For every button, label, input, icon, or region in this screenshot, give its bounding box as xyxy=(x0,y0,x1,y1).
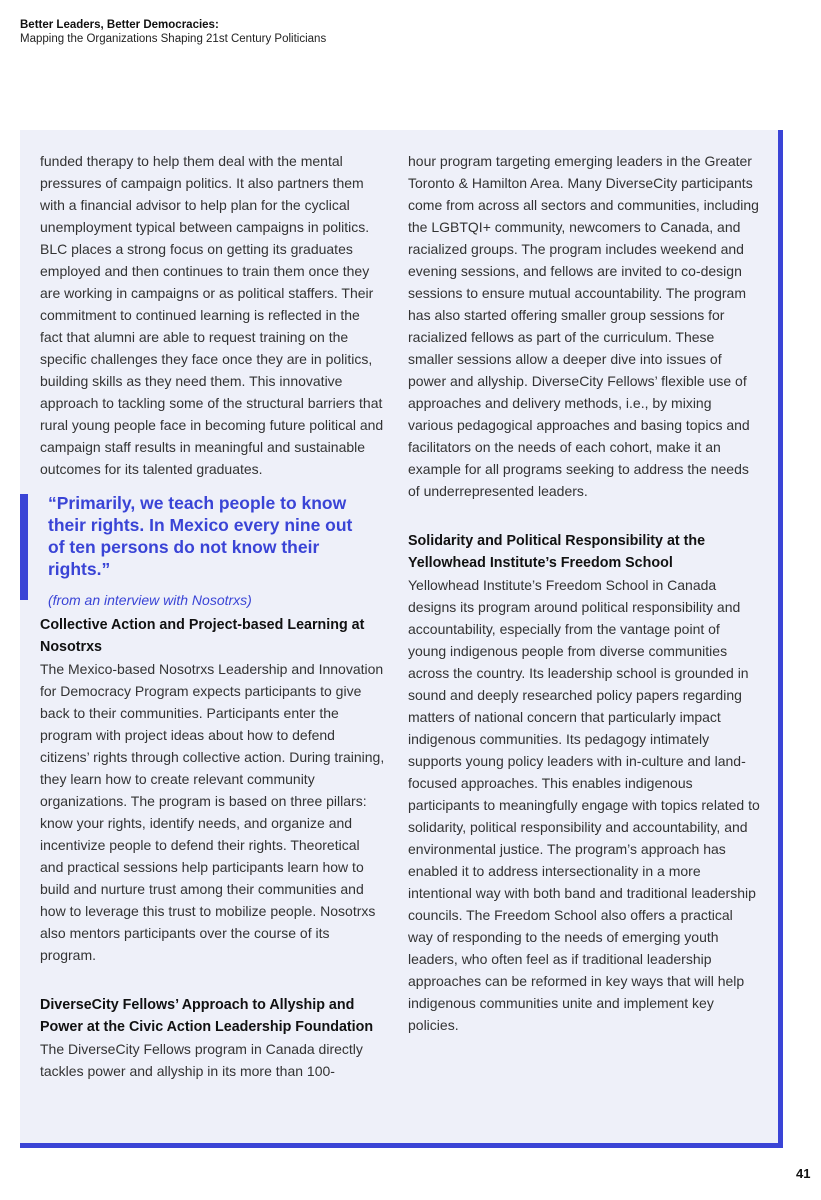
paragraph-blc-continued: funded therapy to help them deal with the mental pressures of campaign politics. It also partners them with a financial advisor to help plan for the cyclical unemployment typical between campaigns in politics. BLC places a strong focus on getting its graduates employed and then continues to train them once they are working in campaigns or as political staffers. Their commitment to continued learning is reflected in the fact that alumni are able to request training on the specific challenges they face once they are in politics, building skills as they need them. This innovative approach to tackling some of the structural barriers that rural young people face in becoming future political and campaign staff results in meaningful and sustainable outcomes for its talented graduates. xyxy=(40,153,384,477)
paragraph-nosotrxs: The Mexico-based Nosotrxs Leadership and Innovation for Democracy Program expects participants to give back to their communities. Participants enter the program with project ideas about how to defend citizens’ rights through collective action. During training, they learn how to create relevant community organizations. The program is based on three pillars: know your rights, identify needs, and organize and incentivize people to defend their rights. Theoretical and practical sessions help participants learn how to build and nurture trust among their communities and how to leverage this trust to mobilize people. Nosotrxs also mentors participants over the course of its program. xyxy=(40,661,385,963)
content-panel xyxy=(20,130,783,1148)
paragraph-diversecity-start: The DiverseCity Fellows program in Canada directly tackles power and allyship in its more than 100- xyxy=(40,1041,363,1079)
paragraph-yellowhead: Yellowhead Institute’s Freedom School in Canada designs its program around political responsibility and accountability, especially from the vantage point of young indigenous people from diverse communities across the country. Its leadership school is grounded in sound and deeply researched policy papers regarding matters of national concern that particularly impact indigenous communities. Its pedagogy intimately supports young policy leaders with in-culture and land-focused approaches. This enables indigenous participants to meaningfully engage with topics related to solidarity, political responsibility and accountability, and environmental justice. The program’s approach has enabled it to address intersectionality in a more intentional way with both band and traditional leadership councils. The Freedom School also offers a practical way of responding to the needs of emerging youth leaders, who often feel as if traditional leadership approaches can be reformed in key ways that will help indigenous communities unite and implement key policies. xyxy=(408,577,760,1033)
running-header xyxy=(20,18,326,46)
paragraph-diversecity-continued: hour program targeting emerging leaders in the Greater Toronto & Hamilton Area. Many DiverseCity participants come from across all sectors and communities, including the LGBTQI+ community, newcomers to Canada, and racialized groups. The program includes weekend and evening sessions, and fellows are invited to co-design sessions to ensure mutual accountability. The program has also started offering smaller group sessions for racialized fellows as part of the curriculum. These smaller sessions allow a deeper dive into issues of power and allyship. DiverseCity Fellows’ flexible use of approaches and delivery methods, i.e., by mixing various pedagogical approaches and basing topics and facilitators on the needs of each cohort, make it an example for all programs seeking to address the needs of underrepresented leaders. xyxy=(408,153,759,499)
page-number: 41 xyxy=(796,1166,811,1181)
heading-yellowhead: Solidarity and Political Responsibility at the Yellowhead Institute’s Freedom School xyxy=(408,533,706,571)
heading-diversecity: DiverseCity Fellows’ Approach to Allyship and Power at the Civic Action Leadership Foundation xyxy=(40,997,374,1035)
quote-text: “Primarily, we teach people to know their rights. In Mexico every nine out of ten persons do not know their rights.” xyxy=(48,493,353,579)
heading-nosotrxs: Collective Action and Project-based Learning at Nosotrxs xyxy=(40,617,365,655)
report-title: Better Leaders, Better Democracies: xyxy=(20,19,219,31)
pull-quote xyxy=(20,492,386,610)
left-column xyxy=(40,150,386,1082)
report-subtitle: Mapping the Organizations Shaping 21st Century Politicians xyxy=(20,33,327,45)
quote-accent-bar xyxy=(20,494,28,600)
right-column xyxy=(408,150,760,1036)
quote-source: (from an interview with Nosotrxs) xyxy=(48,592,252,608)
